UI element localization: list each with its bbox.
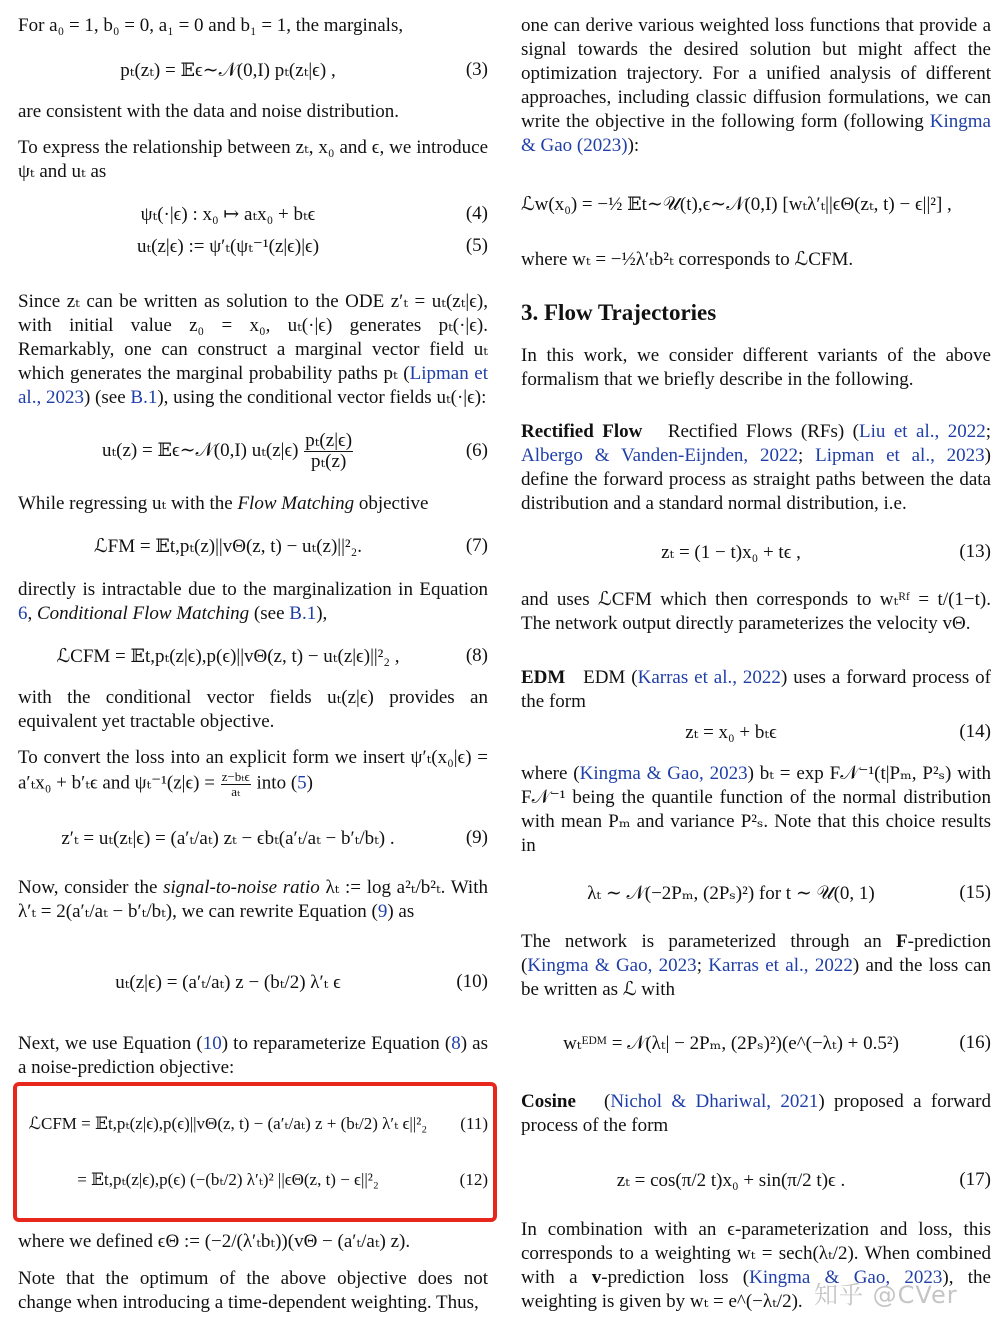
paragraph-quantile: where (Kingma & Gao, 2023) bₜ = exp F𝒩⁻¹(t|Pₘ, P²ₛ) with F𝒩⁻¹ being the quantile function of the normal distribution with mean Pₘ and variance P²ₛ. Note that this choice results in xyxy=(521,763,992,856)
equation-weighted-loss xyxy=(521,182,991,226)
citation-link[interactable]: Kingma & Gao, 2023 xyxy=(527,955,697,976)
paragraph-cosine: Cosine (Nichol & Dhariwal, 2021) proposed a forward process of the form xyxy=(521,1091,991,1136)
paragraph-tractable: with the conditional vector fields uₜ(z|ϵ) provides an equivalent yet tractable objective. xyxy=(18,687,488,732)
equation-10 xyxy=(18,962,488,1002)
equation-5 xyxy=(18,232,488,260)
equation-3 xyxy=(18,56,488,84)
citation-link[interactable]: Kingma & Gao, 2023 xyxy=(749,1267,943,1288)
equation-12-number: (12) xyxy=(459,1170,488,1189)
equation-5-body: uₜ(z|ϵ) := ψ′ₜ(ψₜ⁻¹(z|ϵ)|ϵ) xyxy=(136,235,320,257)
citation-link[interactable]: Kingma & Gao (2023) xyxy=(521,111,991,156)
equation-weighted-loss-body: ℒw(x₀) = −½ 𝔼t∼𝒰(t),ϵ∼𝒩(0,I) [wₜλ′ₜ||ϵΘ(zₜ, t) − ϵ||²] , xyxy=(521,193,952,215)
rectified-flow-title: Rectified Flow xyxy=(521,421,643,442)
paragraph-intractable: directly is intractable due to the marginalization in Equation 6, Conditional Flow Matching (see B.1), xyxy=(18,579,488,624)
equation-ref-link[interactable]: 10 xyxy=(202,1033,222,1054)
paragraph-reparameterize: Next, we use Equation (10) to reparameterize Equation (8) as a noise-prediction objective: xyxy=(18,1033,488,1078)
equation-16 xyxy=(521,1026,991,1060)
equation-ref-link[interactable]: 9 xyxy=(377,901,388,922)
equation-13-number: (13) xyxy=(959,541,991,562)
equation-15 xyxy=(521,878,991,908)
equation-9-body: z′ₜ = uₜ(zₜ|ϵ) = (a′ₜ/aₜ) zₜ − ϵbₜ(a′ₜ/aₜ − b′ₜ/bₜ) . xyxy=(61,827,395,849)
equation-8-number: (8) xyxy=(465,645,488,666)
equation-11-body: ℒCFM = 𝔼t,pₜ(z|ϵ),p(ϵ)||vΘ(z, t) − (a′ₜ/aₜ) z + (bₜ/2) λ′ₜ ϵ||²₂ xyxy=(28,1114,428,1133)
equation-16-number: (16) xyxy=(959,1032,991,1053)
paragraph-rectified-flow: Rectified Flow Rectified Flows (RFs) (Liu et al., 2022; Albergo & Vanden-Eijnden, 2022; Lipman et al., 2023) define the forward process as straight paths between the data distribution and a standard normal distribution, i.e. xyxy=(521,421,992,514)
paragraph-weighted-loss: one can derive various weighted loss functions that provide a signal towards the desired solution but might affect the optimization trajectory. For a unified analysis of different approaches, including classic diffusion formulations, we can write the objective in the following form (following Kingma & Gao (2023)): xyxy=(521,15,991,156)
equation-6-lhs: uₜ(z) = 𝔼ϵ∼𝒩(0,I) uₜ(z|ϵ) xyxy=(101,439,299,461)
paragraph-edm: EDM EDM (Karras et al., 2022) uses a forward process of the form xyxy=(521,667,991,712)
equation-12-body: = 𝔼t,pₜ(z|ϵ),p(ϵ) (−(bₜ/2) λ′ₜ)² ||ϵΘ(z, t) − ϵ||²₂ xyxy=(77,1170,379,1189)
citation-link[interactable]: Liu et al., 2022 xyxy=(858,421,986,442)
equation-10-number: (10) xyxy=(456,971,488,992)
citation-link[interactable]: Nichol & Dhariwal, 2021 xyxy=(610,1091,819,1112)
equation-3-number: (3) xyxy=(465,59,488,80)
equation-3-body: pₜ(zₜ) = 𝔼ϵ∼𝒩(0,I) pₜ(zₜ|ϵ) , xyxy=(120,59,336,81)
citation-link[interactable]: Karras et al., 2022 xyxy=(637,667,781,688)
citation-link[interactable]: Lipman et al., 2023 xyxy=(18,363,488,408)
equation-ref-link[interactable]: 8 xyxy=(451,1033,461,1054)
equation-17-body: zₜ = cos(π/2 t)x₀ + sin(π/2 t)ϵ . xyxy=(616,1169,846,1191)
paragraph-combination: In combination with an ϵ-parameterization and loss, this corresponds to a weighting wₜ = sech(λₜ/2). When combined with a v-prediction loss (Kingma & Gao, 2023), the weighting is given by wₜ = e^(−λₜ/2). xyxy=(521,1219,991,1312)
paragraph-optimum: Note that the optimum of the above objective does not change when introducing a time-dependent weighting. Thus, xyxy=(18,1268,488,1313)
equation-9-number: (9) xyxy=(465,827,488,848)
equation-6-number: (6) xyxy=(465,440,488,461)
citation-link[interactable]: Albergo & Vanden-Eijnden, 2022 xyxy=(521,445,799,466)
equation-14-body: zₜ = x₀ + bₜϵ xyxy=(685,721,777,743)
equation-17 xyxy=(521,1160,991,1200)
equation-16-body: wₜᴱᴰᴹ = 𝒩(λₜ| − 2Pₘ, (2Pₛ)²)(e^(−λₜ) + 0.5²) xyxy=(563,1032,899,1054)
equation-5-number: (5) xyxy=(465,235,488,256)
citation-link[interactable]: Kingma & Gao, 2023 xyxy=(579,763,748,784)
equation-6 xyxy=(18,428,488,474)
equation-4 xyxy=(18,200,488,228)
appendix-link[interactable]: B.1 xyxy=(289,603,317,624)
paragraph-ode: Since zₜ can be written as solution to the ODE z′ₜ = uₜ(zₜ|ϵ), with initial value z₀ = x₀, uₜ(·|ϵ) generates pₜ(·|ϵ). Remarkably, one can construct a marginal vector field uₜ which generates the marginal probability paths pₜ (Lipman et al., 2023) (see B.1), using the conditional vector fields uₜ(·|ϵ): xyxy=(18,291,488,408)
equation-11-number: (11) xyxy=(460,1114,488,1133)
equation-14 xyxy=(521,718,991,746)
watermark: 知乎 @CVer xyxy=(814,1281,958,1309)
equation-7-number: (7) xyxy=(465,535,488,556)
equation-6-fraction: $\frac{\text{pₜ(z|ϵ)}}{\text{pₜ(z)}}$ xyxy=(305,429,353,472)
equation-9 xyxy=(18,818,488,858)
equation-ref-link[interactable]: 5 xyxy=(297,772,307,794)
paragraph-convert: To convert the loss into an explicit form we insert ψ′ₜ(x₀|ϵ) = a′ₜx₀ + b′ₜϵ and ψₜ⁻¹(z|ϵ) = $\frac{\text{z−bₜϵ}}{\text{aₜ}}$ into (5) xyxy=(18,747,488,799)
equation-7 xyxy=(18,532,488,560)
appendix-link[interactable]: B.1 xyxy=(130,387,158,408)
equation-4-body: ψₜ(·|ϵ) : x₀ ↦ aₜx₀ + bₜϵ xyxy=(140,203,316,225)
paragraph-snr: Now, consider the signal-to-noise ratio λₜ := log a²ₜ/b²ₜ. With λ′ₜ = 2(a′ₜ/aₜ − b′ₜ/bₜ), we can rewrite Equation (9) as xyxy=(18,877,488,922)
equation-13-body: zₜ = (1 − t)x₀ + tϵ , xyxy=(661,541,801,563)
paragraph-regressing: While regressing uₜ with the Flow Matching objective xyxy=(18,493,429,514)
citation-link[interactable]: Lipman et al., 2023 xyxy=(815,445,985,466)
edm-title: EDM xyxy=(521,667,566,688)
equation-13 xyxy=(521,538,991,566)
paragraph-marginals: For a₀ = 1, b₀ = 0, a₁ = 0 and b₁ = 1, the marginals, xyxy=(18,15,404,36)
equation-15-number: (15) xyxy=(959,882,991,903)
equation-14-number: (14) xyxy=(959,721,991,742)
equation-17-number: (17) xyxy=(959,1169,991,1190)
equation-15-body: λₜ ∼ 𝒩(−2Pₘ, (2Pₛ)²) for t ∼ 𝒰(0, 1) xyxy=(587,882,875,904)
paragraph-where-w: where wₜ = −½λ′ₜb²ₜ corresponds to ℒCFM. xyxy=(521,249,854,270)
equation-8 xyxy=(18,642,488,670)
section-heading: 3. Flow Trajectories xyxy=(521,300,717,325)
paragraph-defined: where we defined ϵΘ := (−2/(λ′ₜbₜ))(vΘ − (a′ₜ/aₜ) z). xyxy=(18,1231,411,1252)
paragraph-uses-cfm: and uses ℒCFM which then corresponds to wₜᴿᶠ = t/(1−t). The network output directly parameterizes the velocity vΘ. xyxy=(521,589,991,634)
equation-7-body: ℒFM = 𝔼t,pₜ(z)||vΘ(z, t) − uₜ(z)||²₂. xyxy=(93,535,362,557)
paragraph-relationship: To express the relationship between zₜ, x₀ and ϵ, we introduce ψₜ and uₜ as xyxy=(18,137,488,182)
highlight-box xyxy=(13,1082,497,1222)
citation-link[interactable]: Karras et al., 2022 xyxy=(708,955,853,976)
paragraph-network: The network is parameterized through an F-prediction (Kingma & Gao, 2023; Karras et al., 2022) and the loss can be written as ℒ with xyxy=(521,931,992,1000)
paragraph-variants: In this work, we consider different variants of the above formalism that we briefly describe in the following. xyxy=(521,345,991,390)
equation-4-number: (4) xyxy=(465,203,488,224)
equation-ref-link[interactable]: 6 xyxy=(18,603,28,624)
paragraph-consistent: are consistent with the data and noise distribution. xyxy=(18,101,399,122)
equation-10-body: uₜ(z|ϵ) = (a′ₜ/aₜ) z − (bₜ/2) λ′ₜ ϵ xyxy=(115,971,341,993)
equation-8-body: ℒCFM = 𝔼t,pₜ(z|ϵ),p(ϵ)||vΘ(z, t) − uₜ(z|ϵ)||²₂ , xyxy=(56,645,400,667)
inline-fraction: $\frac{\text{z−bₜϵ}}{\text{aₜ}}$ xyxy=(221,769,250,799)
cosine-title: Cosine xyxy=(521,1091,576,1112)
